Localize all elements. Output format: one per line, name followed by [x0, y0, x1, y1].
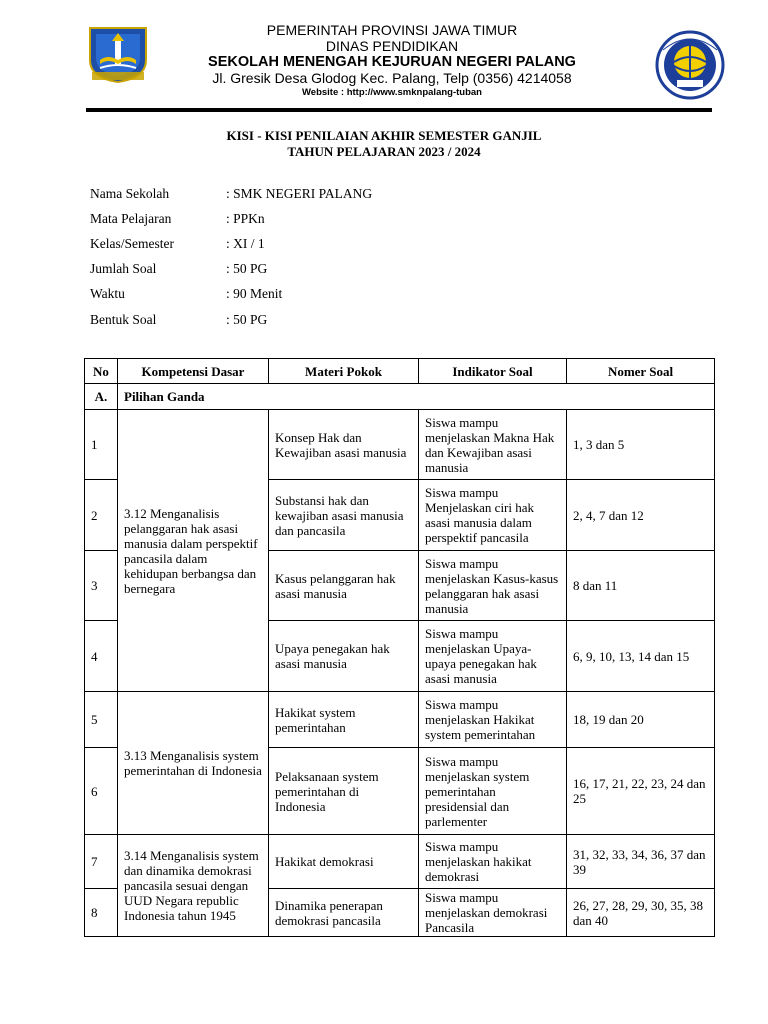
meta-label: Waktu — [90, 286, 125, 302]
nomer-cell: 16, 17, 21, 22, 23, 24 dan 25 — [567, 748, 715, 835]
indikator-cell: Siswa mampu Menjelaskan ciri hak asasi manusia dalam perspektif pancasila — [419, 480, 567, 551]
header-indikator-soal: Indikator Soal — [419, 359, 567, 384]
meta-row — [90, 231, 650, 256]
indikator-cell: Siswa mampu menjelaskan Kasus-kasus pelanggaran hak asasi manusia — [419, 551, 567, 621]
indikator-cell: Siswa mampu menjelaskan Upaya-upaya penegakan hak asasi manusia — [419, 621, 567, 692]
section-label: Pilihan Ganda — [118, 384, 715, 410]
materi-cell: Kasus pelanggaran hak asasi manusia — [269, 551, 419, 621]
materi-cell: Hakikat system pemerintahan — [269, 692, 419, 748]
letterhead-divider — [86, 108, 712, 112]
kd-cell: 3.14 Menganalisis system dan dinamika demokrasi pancasila sesuai dengan UUD Negara republic Indonesia tahun 1945 — [118, 835, 269, 937]
nomer-cell: 8 dan 11 — [567, 551, 715, 621]
meta-value: : SMK NEGERI PALANG — [226, 185, 373, 201]
meta-label: Bentuk Soal — [90, 311, 157, 327]
row-no: 6 — [85, 748, 118, 835]
header-no: No — [85, 359, 118, 384]
indikator-cell: Siswa mampu menjelaskan demokrasi Pancasila — [419, 889, 567, 937]
school-name: SEKOLAH MENENGAH KEJURUAN NEGERI PALANG — [208, 54, 576, 70]
meta-value: : 90 Menit — [226, 286, 283, 302]
kd-cell: 3.12 Menganalisis pelanggaran hak asasi manusia dalam perspektif pancasila dalam kehidupan berbangsa dan bernegara — [118, 410, 269, 692]
table-row — [85, 835, 715, 889]
title-line-2: TAHUN PELAJARAN 2023 / 2024 — [287, 144, 481, 159]
letterhead-text — [150, 22, 634, 99]
nomer-cell: 26, 27, 28, 29, 30, 35, 38 dan 40 — [567, 889, 715, 937]
letterhead — [0, 0, 768, 118]
table-row — [85, 410, 715, 480]
kisi-table — [84, 358, 715, 937]
indikator-cell: Siswa mampu menjelaskan Makna Hak dan Kewajiban asasi manusia — [419, 410, 567, 480]
indikator-cell: Siswa mampu menjelaskan hakikat demokrasi — [419, 835, 567, 889]
meta-label: Nama Sekolah — [90, 185, 170, 201]
header-kompetensi-dasar: Kompetensi Dasar — [118, 359, 269, 384]
school-address: Jl. Gresik Desa Glodog Kec. Palang, Telp (0356) 4214058 — [212, 70, 572, 86]
section-code: A. — [85, 384, 118, 410]
title-line-1: KISI - KISI PENILAIAN AKHIR SEMESTER GANJIL — [226, 128, 542, 143]
row-no: 7 — [85, 835, 118, 889]
meta-label: Mata Pelajaran — [90, 210, 172, 226]
nomer-cell: 31, 32, 33, 34, 36, 37 dan 39 — [567, 835, 715, 889]
indikator-cell: Siswa mampu menjelaskan system pemerintahan presidensial dan parlementer — [419, 748, 567, 835]
materi-cell: Pelaksanaan system pemerintahan di Indonesia — [269, 748, 419, 835]
table-header-row — [85, 359, 715, 384]
indikator-cell: Siswa mampu menjelaskan Hakikat system pemerintahan — [419, 692, 567, 748]
header-nomer-soal: Nomer Soal — [567, 359, 715, 384]
materi-cell: Hakikat demokrasi — [269, 835, 419, 889]
row-no: 3 — [85, 551, 118, 621]
kd-cell: 3.13 Menganalisis system pemerintahan di Indonesia — [118, 692, 269, 835]
materi-cell: Substansi hak dan kewajiban asasi manusia dan pancasila — [269, 480, 419, 551]
document-title — [0, 128, 768, 160]
header-materi-pokok: Materi Pokok — [269, 359, 419, 384]
row-no: 8 — [85, 889, 118, 937]
meta-row — [90, 282, 650, 307]
row-no: 2 — [85, 480, 118, 551]
school-logo-icon — [655, 30, 725, 100]
materi-cell: Konsep Hak dan Kewajiban asasi manusia — [269, 410, 419, 480]
meta-label: Kelas/Semester — [90, 235, 174, 251]
row-no: 4 — [85, 621, 118, 692]
materi-cell: Dinamika penerapan demokrasi pancasila — [269, 889, 419, 937]
nomer-cell: 1, 3 dan 5 — [567, 410, 715, 480]
meta-row — [90, 181, 650, 206]
row-no: 5 — [85, 692, 118, 748]
gov-name: PEMERINTAH PROVINSI JAWA TIMUR — [266, 22, 518, 38]
nomer-cell: 6, 9, 10, 13, 14 dan 15 — [567, 621, 715, 692]
document-meta — [90, 181, 650, 332]
meta-value: : XI / 1 — [226, 235, 265, 251]
meta-row — [90, 307, 650, 332]
department-name: DINAS PENDIDIKAN — [325, 38, 459, 54]
materi-cell: Upaya penegakan hak asasi manusia — [269, 621, 419, 692]
meta-label: Jumlah Soal — [90, 261, 157, 277]
meta-row — [90, 206, 650, 231]
row-no: 1 — [85, 410, 118, 480]
nomer-cell: 2, 4, 7 dan 12 — [567, 480, 715, 551]
meta-value: : 50 PG — [226, 261, 268, 277]
nomer-cell: 18, 19 dan 20 — [567, 692, 715, 748]
section-row — [85, 384, 715, 410]
meta-row — [90, 257, 650, 282]
meta-value: : 50 PG — [226, 311, 268, 327]
provincial-emblem-icon — [86, 24, 150, 84]
table-row — [85, 692, 715, 748]
school-website: Website : http://www.smknpalang-tuban — [302, 87, 482, 98]
meta-value: : PPKn — [226, 210, 265, 226]
